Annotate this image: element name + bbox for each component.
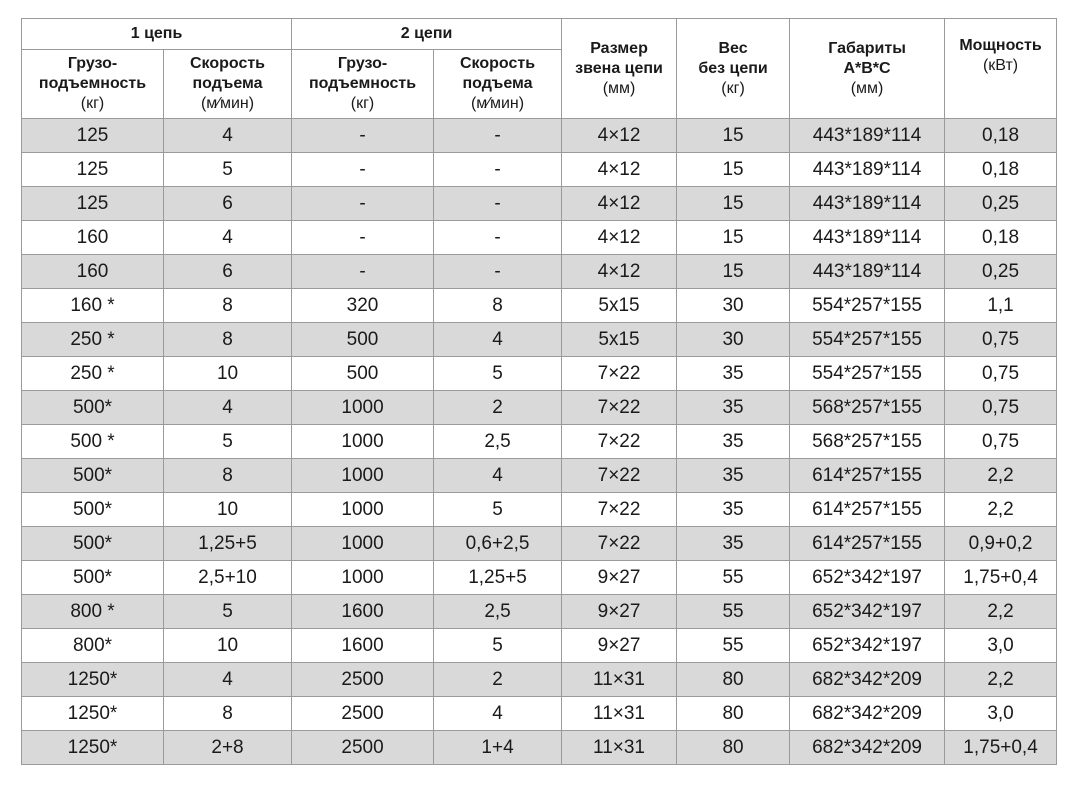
table-cell: 0,75 xyxy=(945,391,1057,425)
table-cell: 1000 xyxy=(292,459,434,493)
table-cell: 7×22 xyxy=(562,391,677,425)
col-title: подъемность xyxy=(38,75,147,92)
col-title: без цепи xyxy=(698,59,768,77)
table-cell: 1600 xyxy=(292,629,434,663)
table-cell: 4 xyxy=(164,391,292,425)
table-cell: 554*257*155 xyxy=(790,323,945,357)
table-cell: 1,25+5 xyxy=(164,527,292,561)
table-row xyxy=(22,663,1057,697)
table-cell: 5x15 xyxy=(562,289,677,323)
col-header-chain-link-size xyxy=(562,19,677,119)
table-cell: 1000 xyxy=(292,561,434,595)
table-cell: 4 xyxy=(434,323,562,357)
table-cell: 2 xyxy=(434,391,562,425)
table-row xyxy=(22,527,1057,561)
col-title: Мощность xyxy=(959,37,1042,54)
group-header-1-chain: 1 цепь xyxy=(22,19,292,50)
table-cell: 5 xyxy=(434,629,562,663)
table-cell: - xyxy=(292,221,434,255)
table-cell: 1000 xyxy=(292,391,434,425)
table-cell: 2500 xyxy=(292,731,434,765)
table-cell: 35 xyxy=(677,459,790,493)
table-cell: 10 xyxy=(164,357,292,391)
table-cell: 5 xyxy=(164,425,292,459)
col-header-speed-2 xyxy=(434,50,562,119)
table-cell: 1000 xyxy=(292,493,434,527)
table-cell: 500* xyxy=(22,459,164,493)
table-cell: 554*257*155 xyxy=(790,357,945,391)
table-cell: 1,75+0,4 xyxy=(945,561,1057,595)
table-cell: 2,2 xyxy=(945,663,1057,697)
table-cell: 320 xyxy=(292,289,434,323)
table-cell: 10 xyxy=(164,493,292,527)
table-cell: 2,5 xyxy=(434,595,562,629)
table-cell: 1000 xyxy=(292,527,434,561)
col-header-capacity-1 xyxy=(22,50,164,119)
table-row xyxy=(22,357,1057,391)
table-row xyxy=(22,731,1057,765)
table-cell: 568*257*155 xyxy=(790,425,945,459)
table-cell: 1,1 xyxy=(945,289,1057,323)
col-unit: (кг) xyxy=(80,95,105,112)
table-cell: - xyxy=(292,119,434,153)
col-title: Грузо- xyxy=(337,55,388,72)
table-cell: 0,25 xyxy=(945,255,1057,289)
table-cell: 11×31 xyxy=(562,697,677,731)
table-cell: 6 xyxy=(164,255,292,289)
table-cell: 4×12 xyxy=(562,255,677,289)
table-cell: - xyxy=(434,221,562,255)
table-cell: 30 xyxy=(677,323,790,357)
table-cell: 7×22 xyxy=(562,459,677,493)
table-cell: 35 xyxy=(677,493,790,527)
table-cell: 800* xyxy=(22,629,164,663)
col-unit: (кг) xyxy=(350,95,375,112)
col-title: Вес xyxy=(718,39,748,57)
table-cell: 80 xyxy=(677,731,790,765)
table-cell: 5 xyxy=(164,595,292,629)
table-cell: 1250* xyxy=(22,731,164,765)
table-body xyxy=(22,119,1057,765)
table-cell: 568*257*155 xyxy=(790,391,945,425)
table-cell: 9×27 xyxy=(562,561,677,595)
table-cell: 55 xyxy=(677,595,790,629)
table-row xyxy=(22,561,1057,595)
col-header-power xyxy=(945,19,1057,119)
table-row xyxy=(22,425,1057,459)
table-cell: 0,18 xyxy=(945,221,1057,255)
table-cell: - xyxy=(434,255,562,289)
table-cell: 614*257*155 xyxy=(790,459,945,493)
table-cell: 682*342*209 xyxy=(790,731,945,765)
table-cell: 80 xyxy=(677,697,790,731)
table-cell: 614*257*155 xyxy=(790,527,945,561)
table-cell: 2,5 xyxy=(434,425,562,459)
table-cell: 652*342*197 xyxy=(790,629,945,663)
table-cell: 2,5+10 xyxy=(164,561,292,595)
table-cell: 55 xyxy=(677,629,790,663)
table-cell: 443*189*114 xyxy=(790,187,945,221)
table-cell: 8 xyxy=(164,697,292,731)
table-cell: - xyxy=(292,153,434,187)
col-title: подъема xyxy=(192,75,263,92)
table-cell: 8 xyxy=(164,459,292,493)
table-row xyxy=(22,459,1057,493)
col-unit: (кг) xyxy=(721,79,745,97)
table-cell: 800 * xyxy=(22,595,164,629)
table-cell: 0,18 xyxy=(945,153,1057,187)
table-cell: 500 xyxy=(292,323,434,357)
table-row xyxy=(22,493,1057,527)
table-row xyxy=(22,119,1057,153)
table-cell: 5 xyxy=(434,357,562,391)
col-title: Размер xyxy=(590,39,648,57)
table-cell: 614*257*155 xyxy=(790,493,945,527)
col-header-weight xyxy=(677,19,790,119)
table-cell: 4×12 xyxy=(562,119,677,153)
table-cell: 7×22 xyxy=(562,357,677,391)
table-cell: 652*342*197 xyxy=(790,595,945,629)
table-row xyxy=(22,153,1057,187)
table-cell: 1000 xyxy=(292,425,434,459)
specs-table xyxy=(21,18,1057,765)
table-cell: - xyxy=(434,153,562,187)
col-unit: (м⁄мин) xyxy=(470,95,525,112)
table-cell: 9×27 xyxy=(562,629,677,663)
table-cell: 250 * xyxy=(22,323,164,357)
table-cell: 4 xyxy=(164,119,292,153)
table-row xyxy=(22,255,1057,289)
table-cell: 0,75 xyxy=(945,425,1057,459)
table-cell: 8 xyxy=(164,289,292,323)
table-cell: 35 xyxy=(677,425,790,459)
table-row xyxy=(22,391,1057,425)
table-row xyxy=(22,697,1057,731)
col-title: Грузо- xyxy=(67,55,118,72)
table-cell: 500* xyxy=(22,493,164,527)
table-cell: 9×27 xyxy=(562,595,677,629)
table-cell: 5 xyxy=(434,493,562,527)
col-header-speed-1 xyxy=(164,50,292,119)
col-title: Скорость xyxy=(189,55,266,72)
table-cell: 500* xyxy=(22,391,164,425)
table-row xyxy=(22,289,1057,323)
col-unit: (м⁄мин) xyxy=(200,95,255,112)
table-cell: 4 xyxy=(164,221,292,255)
table-cell: 4×12 xyxy=(562,221,677,255)
table-cell: 160 * xyxy=(22,289,164,323)
table-cell: 2500 xyxy=(292,697,434,731)
table-cell: 1250* xyxy=(22,697,164,731)
col-title: подъема xyxy=(462,75,533,92)
table-cell: 500 * xyxy=(22,425,164,459)
col-title: подъемность xyxy=(308,75,417,92)
group-header-2-chains: 2 цепи xyxy=(292,19,562,50)
table-cell: 1,25+5 xyxy=(434,561,562,595)
table-cell: 3,0 xyxy=(945,629,1057,663)
table-row xyxy=(22,221,1057,255)
col-header-dimensions xyxy=(790,19,945,119)
table-cell: 5x15 xyxy=(562,323,677,357)
table-cell: - xyxy=(292,187,434,221)
table-cell: 500* xyxy=(22,561,164,595)
table-cell: 4 xyxy=(164,663,292,697)
table-cell: 1250* xyxy=(22,663,164,697)
table-cell: 5 xyxy=(164,153,292,187)
table-cell: 35 xyxy=(677,527,790,561)
table-cell: 6 xyxy=(164,187,292,221)
col-title: А*В*С xyxy=(843,59,891,77)
col-title: Габариты xyxy=(828,39,906,57)
table-cell: 682*342*209 xyxy=(790,697,945,731)
col-title: Скорость xyxy=(460,55,536,72)
table-cell: 160 xyxy=(22,255,164,289)
table-cell: 4 xyxy=(434,697,562,731)
table-cell: 30 xyxy=(677,289,790,323)
table-row xyxy=(22,595,1057,629)
table-cell: 15 xyxy=(677,119,790,153)
table-cell: 0,18 xyxy=(945,119,1057,153)
table-cell: 11×31 xyxy=(562,731,677,765)
table-row xyxy=(22,323,1057,357)
table-cell: 10 xyxy=(164,629,292,663)
table-cell: 125 xyxy=(22,187,164,221)
table-cell: 125 xyxy=(22,119,164,153)
table-cell: 0,6+2,5 xyxy=(434,527,562,561)
table-cell: 2,2 xyxy=(945,493,1057,527)
table-cell: 2 xyxy=(434,663,562,697)
table-cell: 2,2 xyxy=(945,595,1057,629)
col-header-capacity-2 xyxy=(292,50,434,119)
table-cell: 443*189*114 xyxy=(790,119,945,153)
table-cell: 1+4 xyxy=(434,731,562,765)
table-cell: 0,9+0,2 xyxy=(945,527,1057,561)
table-cell: 7×22 xyxy=(562,425,677,459)
table-cell: 7×22 xyxy=(562,493,677,527)
table-cell: 652*342*197 xyxy=(790,561,945,595)
table-cell: 682*342*209 xyxy=(790,663,945,697)
table-cell: - xyxy=(434,187,562,221)
table-cell: 15 xyxy=(677,255,790,289)
table-cell: 2+8 xyxy=(164,731,292,765)
table-cell: - xyxy=(434,119,562,153)
table-cell: 55 xyxy=(677,561,790,595)
table-cell: 554*257*155 xyxy=(790,289,945,323)
col-unit: (мм) xyxy=(602,79,636,97)
table-cell: 11×31 xyxy=(562,663,677,697)
table-cell: 4×12 xyxy=(562,153,677,187)
table-cell: 8 xyxy=(434,289,562,323)
table-cell: 7×22 xyxy=(562,527,677,561)
table-cell: 80 xyxy=(677,663,790,697)
table-cell: 15 xyxy=(677,153,790,187)
table-cell: 443*189*114 xyxy=(790,153,945,187)
table-cell: 500 xyxy=(292,357,434,391)
table-cell: 35 xyxy=(677,391,790,425)
table-cell: 4 xyxy=(434,459,562,493)
table-cell: 443*189*114 xyxy=(790,221,945,255)
table-cell: 2,2 xyxy=(945,459,1057,493)
table-row xyxy=(22,629,1057,663)
table-cell: 443*189*114 xyxy=(790,255,945,289)
table-cell: 0,75 xyxy=(945,323,1057,357)
table-cell: 1600 xyxy=(292,595,434,629)
table-cell: 15 xyxy=(677,221,790,255)
table-cell: 125 xyxy=(22,153,164,187)
table-cell: 250 * xyxy=(22,357,164,391)
col-unit: (мм) xyxy=(850,79,884,97)
table-cell: 15 xyxy=(677,187,790,221)
table-cell: 160 xyxy=(22,221,164,255)
table-cell: 35 xyxy=(677,357,790,391)
col-unit: (кВт) xyxy=(982,57,1019,74)
table-cell: 8 xyxy=(164,323,292,357)
table-cell: 0,75 xyxy=(945,357,1057,391)
table-cell: 1,75+0,4 xyxy=(945,731,1057,765)
table-cell: 3,0 xyxy=(945,697,1057,731)
table-cell: 500* xyxy=(22,527,164,561)
table-cell: 2500 xyxy=(292,663,434,697)
table-row xyxy=(22,187,1057,221)
table-cell: - xyxy=(292,255,434,289)
col-title: звена цепи xyxy=(575,59,663,77)
table-cell: 0,25 xyxy=(945,187,1057,221)
table-cell: 4×12 xyxy=(562,187,677,221)
